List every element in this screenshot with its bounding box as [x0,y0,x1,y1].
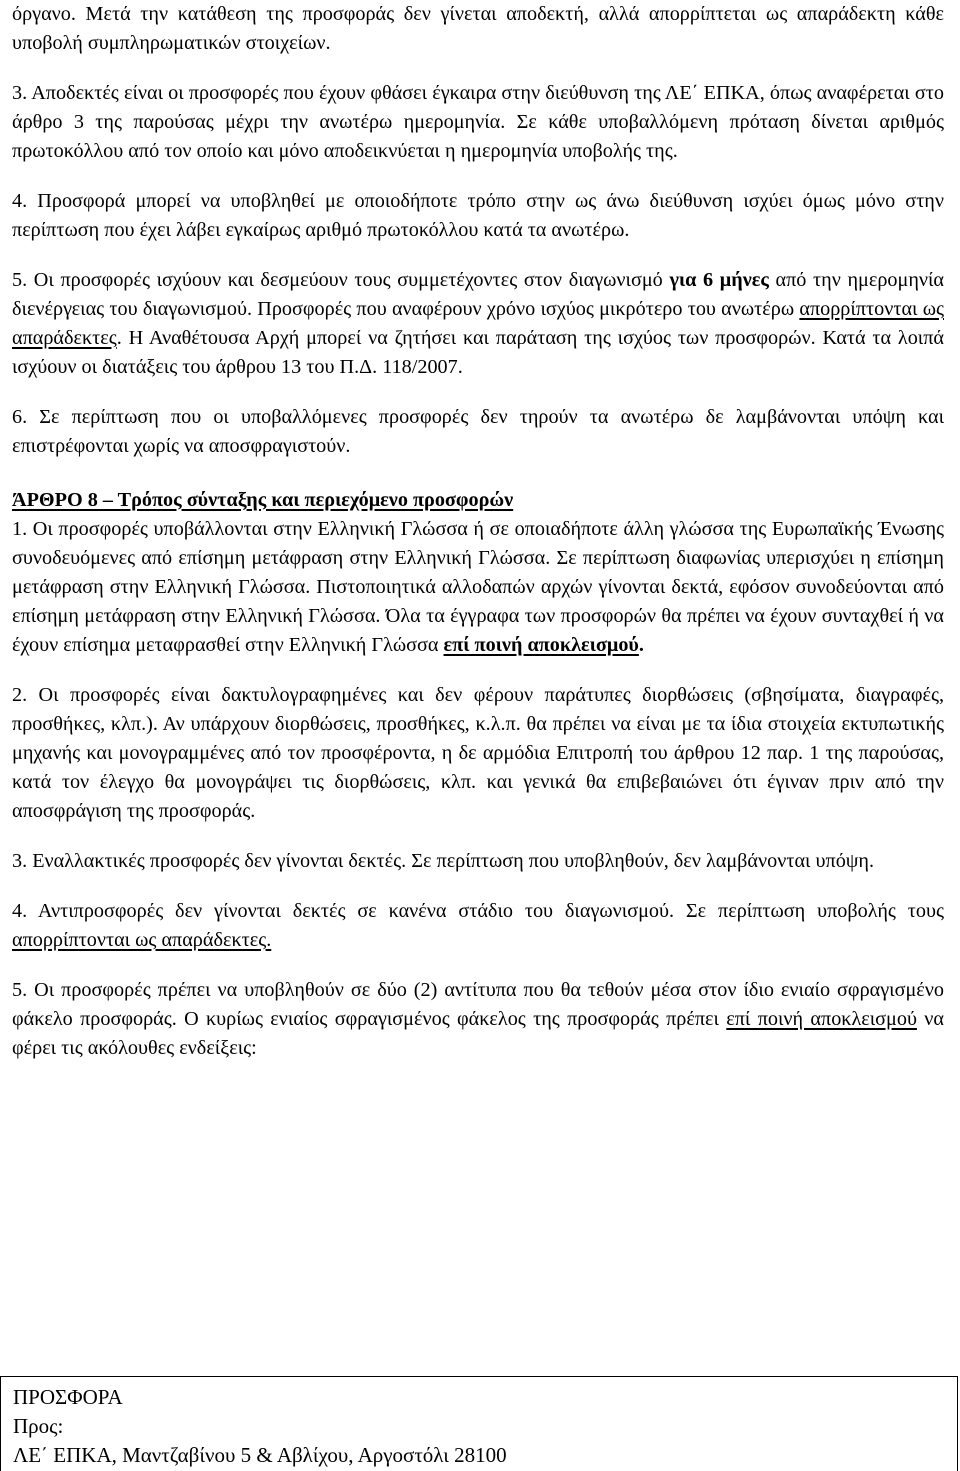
article-8-item-3: 3. Εναλλακτικές προσφορές δεν γίνονται δεκτές. Σε περίπτωση που υποβληθούν, δεν λαμβάνονται υπόψη. [12,850,875,872]
article-8-item-5-text: 5. Οι προσφορές πρέπει να υποβληθούν σε δύο (2) αντίτυπα που θα τεθούν μέσα στον ίδιο ενιαίο σφραγισμένο φάκελο προσφοράς. Ο κυρίως ενιαίος σφραγισμένος φάκελος της προσφοράς πρέπει [12,979,944,1030]
article-8-heading-text: ΆΡΘΡΟ 8 – Τρόπος σύνταξης και περιεχόμενο προσφορών [12,489,514,511]
article-8-item-4 [12,897,944,955]
document-page [12,0,944,1063]
article-8-item-5-text: να φέρει τις ακόλουθες ενδείξεις: [12,1008,945,1059]
article-8-heading [12,486,944,515]
envelope-title: ΠΡΟΣΦΟΡΑ [13,1385,123,1409]
envelope-label-box [0,1376,958,1471]
paragraph-5 [12,266,944,382]
paragraph-4: 4. Προσφορά μπορεί να υποβληθεί με οποιοδήποτε τρόπο στην ως άνω διεύθυνση ισχύει όμως μόνο στην περίπτωση που έχει λάβει εγκαίρως αριθμό πρωτοκόλλου κατά τα ανωτέρω. [12,190,944,241]
envelope-address: ΛΕ΄ ΕΠΚΑ, Μαντζαβίνου 5 & Αβλίχου, Αργοστόλι 28100 [13,1443,507,1467]
article-8-item-2: 2. Οι προσφορές είναι δακτυλογραφημένες και δεν φέρουν παράτυπες διορθώσεις (σβησίματα, διαγραφές, προσθήκες, κλπ.). Αν υπάρχουν διορθώσεις, προσθήκες, κ.λ.π. θα πρέπει να είναι με τα ίδια στοιχεία εκτυπωτικής μηχανής και μονογραμμένες από τον προσφέροντα, η δε αρμόδια Επιτροπή του άρθρου 12 παρ. 1 της παρούσας, κατά τον έλεγχο θα μονογράψει τις διορθώσεις, κλπ. και γενικά θα επιβεβαιώνει ότι έγιναν πριν από την αποσφράγιση της προσφοράς. [12,684,944,822]
envelope-recipient-label: Προς: [13,1414,64,1438]
paragraph-5-text: από την ημερομηνία διενέργειας του διαγωνισμού. Προσφορές που αναφέρουν χρόνο ισχύος μικρότερο του ανωτέρω [12,269,945,320]
paragraph-5-underlined: απορρίπτονται ως απαράδεκτες [12,298,944,349]
article-8-item-5-underlined: επί ποινή αποκλεισμού [726,1008,917,1030]
paragraph-6: 6. Σε περίπτωση που οι υποβαλλόμενες προσφορές δεν τηρούν τα ανωτέρω δε λαμβάνονται υπόψη και επιστρέφονται χωρίς να αποσφραγιστούν. [12,406,944,457]
article-8-item-1-underlined: επί ποινή αποκλεισμού [443,634,639,656]
article-8-item-5 [12,976,944,1063]
paragraph-3: 3. Αποδεκτές είναι οι προσφορές που έχουν φθάσει έγκαιρα στην διεύθυνση της ΛΕ΄ ΕΠΚΑ, όπως αναφέρεται στο άρθρο 3 της παρούσας μέχρι την ανωτέρω ημερομηνία. Σε κάθε υποβαλλόμενη πρόταση δίνεται αριθμός πρωτοκόλλου από τον οποίο και μόνο αποδεικνύεται η ημερομηνία υποβολής της. [12,82,944,162]
article-8-item-1 [12,515,944,660]
paragraph-intro: όργανο. Μετά την κατάθεση της προσφοράς δεν γίνεται αποδεκτή, αλλά απορρίπτεται ως απαράδεκτη κάθε υποβολή συμπληρωματικών στοιχείων. [12,3,944,54]
paragraph-5-bold: για 6 μήνες [669,269,769,291]
article-8-item-1-text: 1. Οι προσφορές υποβάλλονται στην Ελληνική Γλώσσα ή σε οποιαδήποτε άλλη γλώσσα της Ευρωπαϊκής Ένωσης συνοδευόμενες από επίσημη μετάφραση στην Ελληνική Γλώσσα. Σε περίπτωση διαφωνίας υπερισχύει η επίσημη μετάφραση στην Ελληνική Γλώσσα. Πιστοποιητικά αλλοδαπών αρχών γίνονται δεκτά, εφόσον συνοδεύονται από επίσημη μετάφραση στην Ελληνική Γλώσσα. Όλα τα έγγραφα των προσφορών θα πρέπει να έχουν συνταχθεί ή να έχουν επίσημα μεταφρασθεί στην Ελληνική Γλώσσα [12,518,944,656]
paragraph-5-text: . Η Αναθέτουσα Αρχή μπορεί να ζητήσει και παράταση της ισχύος των προσφορών. Κατά τα λοιπά ισχύουν οι διατάξεις του άρθρου 13 του Π.Δ. 118/2007. [12,327,944,378]
paragraph-5-text: 5. Οι προσφορές ισχύουν και δεσμεύουν τους συμμετέχοντες στον διαγωνισμό [12,269,670,291]
article-8-item-1-bold [444,634,644,656]
article-8-item-1-end: . [638,634,644,656]
article-8-item-4-text: 4. Αντιπροσφορές δεν γίνονται δεκτές σε κανένα στάδιο του διαγωνισμού. Σε περίπτωση υποβολής τους [12,900,944,922]
article-8-item-4-underlined: απορρίπτονται ως απαράδεκτες. [12,929,272,951]
